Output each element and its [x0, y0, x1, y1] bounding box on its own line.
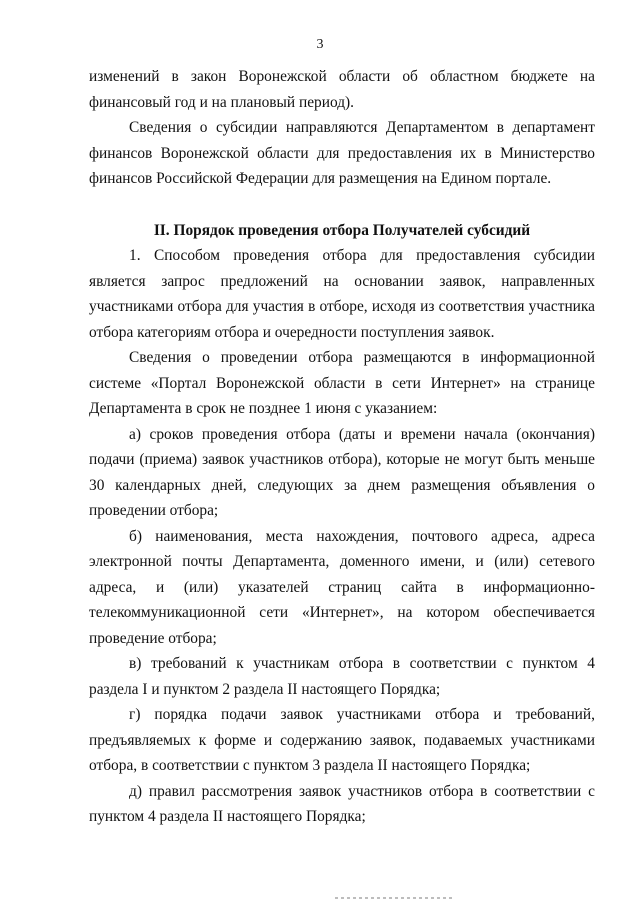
paragraph-item-a: а) сроков проведения отбора (даты и времени начала (окончания) подачи (приема) заявок участников отбора), которые не могут быть меньше 30 календарных дней, следующих за днем размещения объявления о проведении отбора;: [89, 425, 595, 519]
paragraph-continuation: изменений в закон Воронежской области об областном бюджете на финансовый год и на плановый период).: [89, 68, 595, 111]
section-heading: II. Порядок проведения отбора Получателей субсидий: [153, 221, 531, 239]
paragraph-item-b: б) наименования, места нахождения, почтового адреса, адреса электронной почты Департамента, доменного имени, и (или) сетевого адреса, и (или) указателей страниц сайта в информационно-телекоммуникационной сети «Интернет», на котором обеспечивается проведение отбора;: [89, 527, 595, 647]
paragraph-subsidy-info: Сведения о субсидии направляются Департаментом в департамент финансов Воронежской области для предоставления их в Министерство финансов Российской Федерации для размещения на Едином портале.: [89, 119, 595, 187]
page-number: 3: [316, 37, 324, 52]
paragraph-item-d: д) правил рассмотрения заявок участников отбора в соответствии с пунктом 4 раздела II настоящего Порядка;: [89, 782, 595, 825]
paragraph-selection-method: 1. Способом проведения отбора для предоставления субсидии является запрос предложений на основании заявок, направленных участниками отбора для участия в отборе, исходя из соответствия участника отбора категориям отбора и очередности поступления заявок.: [89, 247, 595, 341]
paragraph-item-v: в) требований к участникам отбора в соответствии с пунктом 4 раздела I и пунктом 2 раздела II настоящего Порядка;: [89, 655, 595, 698]
paragraph-item-g: г) порядка подачи заявок участниками отбора и требований, предъявляемых к форме и содержанию заявок, подаваемых участниками отбора, в соответствии с пунктом 3 раздела II настоящего Порядка;: [89, 706, 595, 774]
document-text: [89, 64, 595, 830]
paragraph-selection-info: Сведения о проведении отбора размещаются в информационной системе «Портал Воронежской области в сети Интернет» на странице Департамента в срок не позднее 1 июня с указанием:: [89, 349, 595, 417]
scan-edge-mark: [335, 897, 455, 899]
